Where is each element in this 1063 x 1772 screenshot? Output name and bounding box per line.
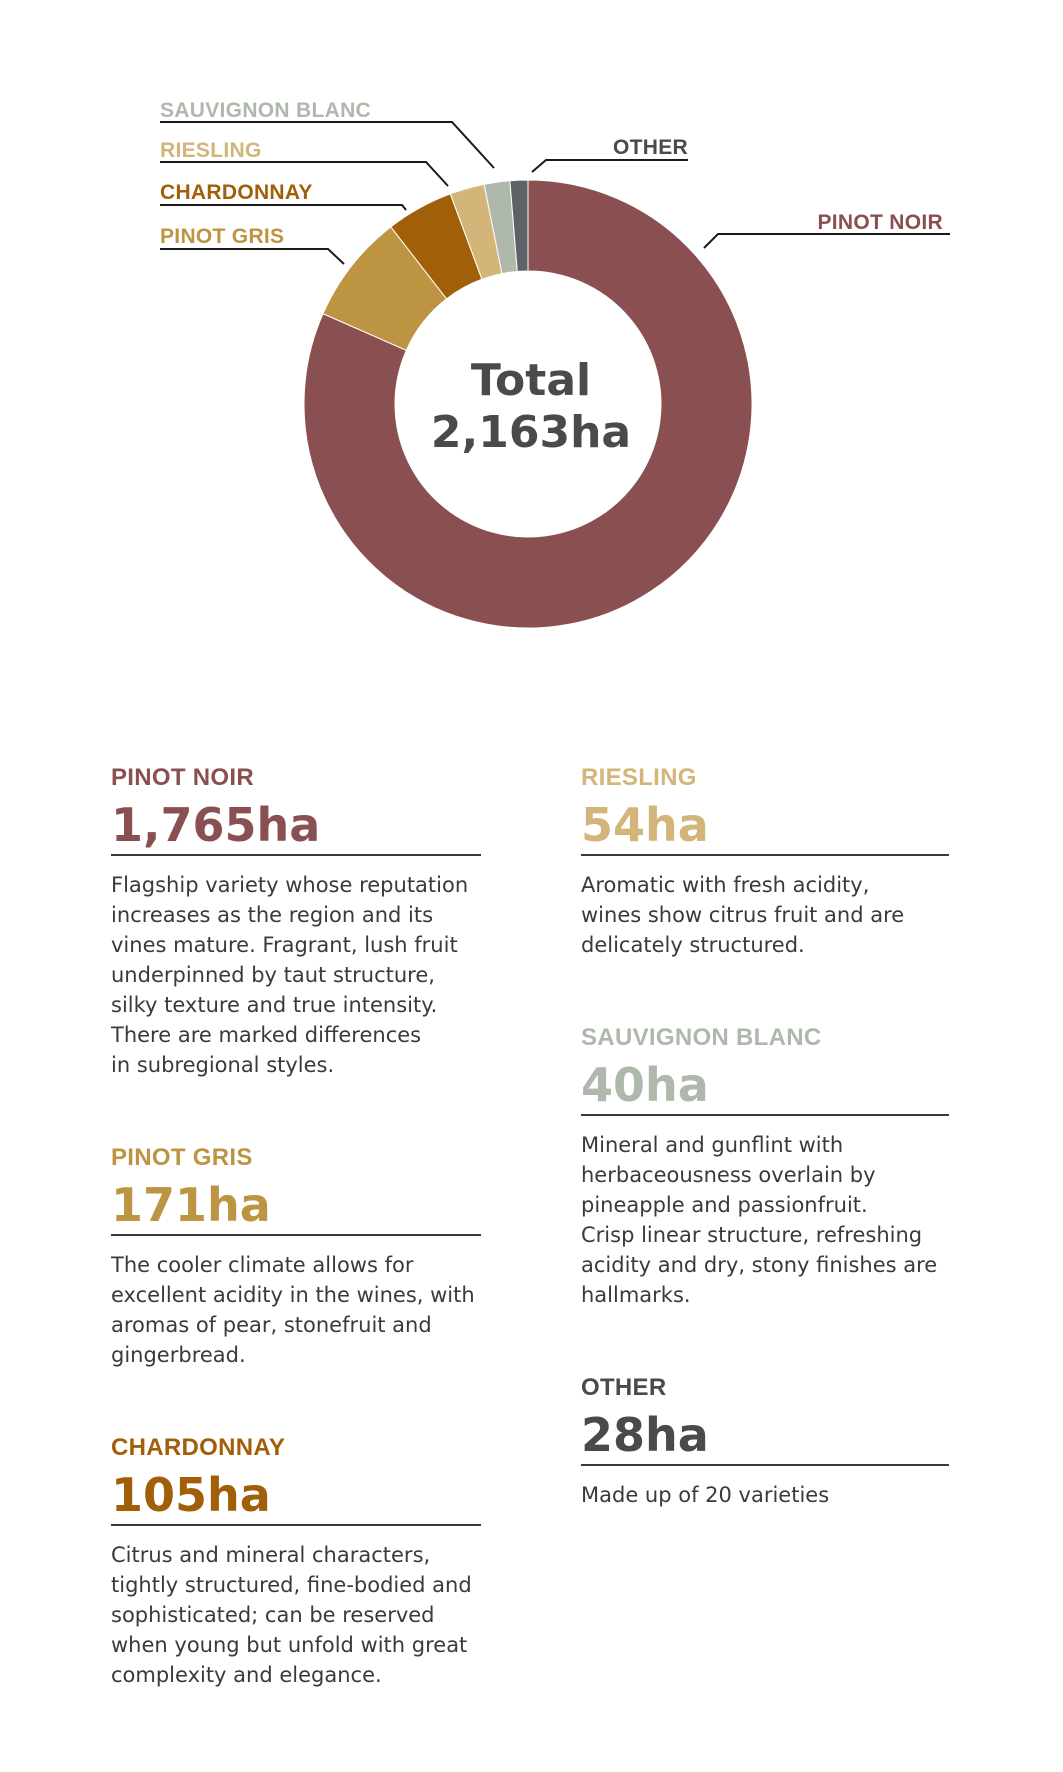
- variety-card-riesling: [581, 758, 949, 960]
- center-label-total: 2,163ha: [430, 407, 632, 458]
- divider: [111, 1524, 481, 1526]
- description-line: Citrus and mineral characters,: [111, 1543, 431, 1567]
- right-column: [581, 758, 949, 1510]
- variety-name: CHARDONNAY: [111, 1434, 286, 1461]
- slice-label-other: OTHER: [613, 136, 688, 159]
- slice-label-riesling: RIESLING: [160, 139, 262, 162]
- description-line: There are marked differences: [111, 1023, 422, 1047]
- description-line: gingerbread.: [111, 1343, 246, 1367]
- description-line: excellent acidity in the wines, with: [111, 1283, 475, 1307]
- variety-hectares: 28ha: [581, 1408, 709, 1462]
- variety-card-other: [581, 1368, 949, 1510]
- description-line: Made up of 20 varieties: [581, 1483, 830, 1507]
- description-line: acidity and dry, stony finishes are: [581, 1253, 938, 1277]
- description-line: Crisp linear structure, refreshing: [581, 1223, 923, 1247]
- description-line: Aromatic with fresh acidity,: [581, 873, 870, 897]
- variety-card-sauvignon-blanc: [581, 1018, 949, 1310]
- divider: [111, 854, 481, 856]
- leader-line-other: [532, 160, 688, 172]
- leader-line-pinot-gris: [160, 249, 344, 264]
- variety-name: PINOT GRIS: [111, 1144, 253, 1171]
- description-line: pineapple and passionfruit.: [581, 1193, 868, 1217]
- description-line: increases as the region and its: [111, 903, 434, 927]
- description-line: silky texture and true intensity.: [111, 993, 438, 1017]
- description-line: vines mature. Fragrant, lush fruit: [111, 933, 458, 957]
- variety-description: [581, 1130, 949, 1310]
- slice-label-sauvignon-blanc: SAUVIGNON BLANC: [160, 99, 372, 122]
- description-line: in subregional styles.: [111, 1053, 335, 1077]
- divider: [581, 1114, 949, 1116]
- variety-hectares: 105ha: [111, 1468, 271, 1522]
- description-line: tightly structured, fine-bodied and: [111, 1573, 472, 1597]
- variety-card-pinot-noir: [111, 758, 481, 1080]
- variety-name: RIESLING: [581, 764, 697, 791]
- variety-hectares: 54ha: [581, 798, 709, 852]
- left-column: [111, 758, 481, 1690]
- variety-description: [111, 870, 481, 1080]
- description-line: herbaceousness overlain by: [581, 1163, 876, 1187]
- variety-description: [111, 1540, 481, 1690]
- description-line: aromas of pear, stonefruit and: [111, 1313, 432, 1337]
- description-line: wines show citrus fruit and are: [581, 903, 905, 927]
- variety-name: OTHER: [581, 1374, 667, 1401]
- description-line: sophisticated; can be reserved: [111, 1603, 435, 1627]
- description-line: underpinned by taut structure,: [111, 963, 435, 987]
- description-line: Flagship variety whose reputation: [111, 873, 469, 897]
- variety-description: [111, 1250, 481, 1370]
- slice-label-chardonnay: CHARDONNAY: [160, 181, 313, 204]
- variety-description: [581, 1480, 949, 1510]
- variety-name: PINOT NOIR: [111, 764, 255, 791]
- variety-card-pinot-gris: [111, 1138, 481, 1370]
- slice-label-pinot-gris: PINOT GRIS: [160, 225, 285, 248]
- variety-card-chardonnay: [111, 1428, 481, 1690]
- leader-line-pinot-noir: [704, 234, 950, 248]
- description-line: hallmarks.: [581, 1283, 691, 1307]
- description-line: when young but unfold with great: [111, 1633, 468, 1657]
- variety-description: [581, 870, 949, 960]
- divider: [581, 854, 949, 856]
- variety-hectares: 1,765ha: [111, 798, 321, 852]
- description-line: delicately structured.: [581, 933, 805, 957]
- donut-chart: [0, 0, 1063, 700]
- description-line: complexity and elegance.: [111, 1663, 382, 1687]
- variety-hectares: 171ha: [111, 1178, 271, 1232]
- divider: [581, 1464, 949, 1466]
- description-line: Mineral and gunflint with: [581, 1133, 844, 1157]
- center-label-title: Total: [470, 355, 592, 406]
- leader-line-chardonnay: [160, 205, 406, 210]
- variety-name: SAUVIGNON BLANC: [581, 1024, 822, 1051]
- description-line: The cooler climate allows for: [111, 1253, 414, 1277]
- variety-hectares: 40ha: [581, 1058, 709, 1112]
- divider: [111, 1234, 481, 1236]
- slice-label-pinot-noir: PINOT NOIR: [817, 211, 943, 234]
